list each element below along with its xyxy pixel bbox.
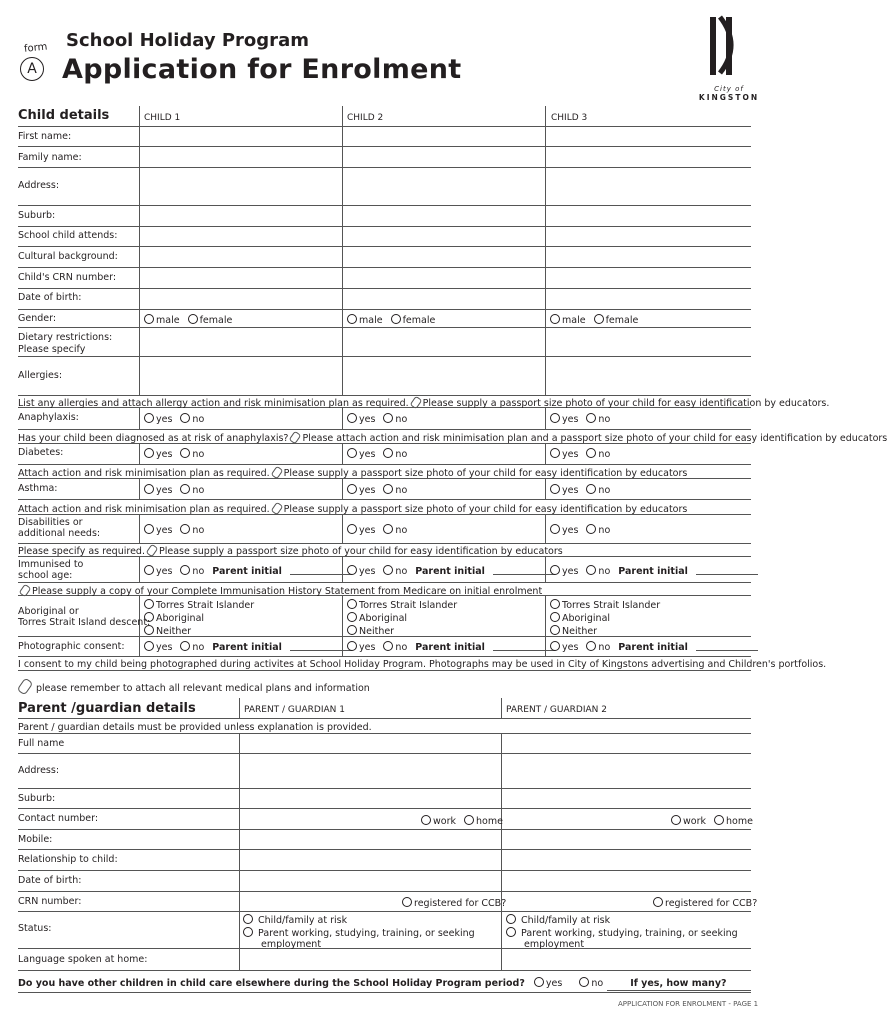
diabetes-options-1: yes no bbox=[144, 448, 204, 460]
aboriginal-options-3: Torres Strait Islander Aboriginal Neither bbox=[550, 599, 660, 638]
child-col-1: CHILD 1 bbox=[144, 113, 181, 123]
ccb-option-1: registered for CCB? bbox=[402, 897, 506, 909]
parent-initial-field[interactable] bbox=[696, 641, 758, 651]
no-radio[interactable] bbox=[586, 565, 596, 575]
status-label: Status: bbox=[18, 923, 52, 934]
diabetes-label: Diabetes: bbox=[18, 447, 64, 458]
aboriginal-radio[interactable] bbox=[144, 612, 154, 622]
female-radio[interactable] bbox=[188, 314, 198, 324]
immunised-options-3: yes no Parent initial bbox=[550, 565, 758, 577]
cultural-label: Cultural background: bbox=[18, 251, 118, 262]
yes-radio[interactable] bbox=[144, 448, 154, 458]
photo-consent-options-2: yes no Parent initial bbox=[347, 641, 555, 653]
disabilities-note bbox=[18, 545, 563, 557]
female-radio[interactable] bbox=[594, 314, 604, 324]
paperclip-icon bbox=[270, 466, 283, 480]
no-radio[interactable] bbox=[586, 484, 596, 494]
male-radio[interactable] bbox=[550, 314, 560, 324]
no-radio[interactable] bbox=[586, 524, 596, 534]
form-letter: A bbox=[27, 61, 37, 77]
anaphylaxis-note-a: Has your child been diagnosed as at risk of anaphylaxis? bbox=[18, 433, 289, 444]
paperclip-icon bbox=[19, 584, 32, 598]
no-radio[interactable] bbox=[586, 641, 596, 651]
working-radio[interactable] bbox=[506, 927, 516, 937]
parent-initial-field[interactable] bbox=[696, 565, 758, 575]
anaphylaxis-options-2: yes no bbox=[347, 413, 407, 425]
dietary-sub-label: Please specify bbox=[18, 344, 86, 355]
work-radio[interactable] bbox=[671, 815, 681, 825]
yes-radio[interactable] bbox=[144, 413, 154, 423]
parent-col-1: PARENT / GUARDIAN 1 bbox=[244, 705, 345, 715]
contact-options-1: work home bbox=[421, 815, 503, 827]
form-letter-badge bbox=[20, 57, 44, 81]
no-radio[interactable] bbox=[180, 524, 190, 534]
disabilities-options-2: yes no bbox=[347, 524, 407, 536]
parent-initial-label: Parent initial bbox=[618, 566, 688, 577]
yes-radio[interactable] bbox=[347, 484, 357, 494]
ccb-radio[interactable] bbox=[653, 897, 663, 907]
no-radio[interactable] bbox=[383, 484, 393, 494]
program-title: School Holiday Program bbox=[66, 30, 309, 51]
dob-label: Date of birth: bbox=[18, 292, 82, 303]
diabetes-note bbox=[18, 467, 687, 479]
parent-dob-label: Date of birth: bbox=[18, 875, 82, 886]
mobile-label: Mobile: bbox=[18, 834, 53, 845]
gender-options-3: male female bbox=[550, 314, 638, 326]
parent-crn-label: CRN number: bbox=[18, 896, 82, 907]
allergies-note bbox=[18, 397, 829, 409]
parent-initial-field[interactable] bbox=[493, 565, 555, 575]
yes-radio[interactable] bbox=[550, 565, 560, 575]
disabilities-photo-note: Please supply a passport size photo of your child for easy identification by educators bbox=[158, 546, 563, 557]
yes-radio[interactable] bbox=[144, 641, 154, 651]
form-label bbox=[20, 42, 60, 53]
parent-address-label: Address: bbox=[18, 765, 60, 776]
parent-initial-field[interactable] bbox=[493, 641, 555, 651]
no-radio[interactable] bbox=[383, 641, 393, 651]
language-label: Language spoken at home: bbox=[18, 954, 148, 965]
anaphylaxis-label: Anaphylaxis: bbox=[18, 412, 79, 423]
asthma-note bbox=[18, 503, 687, 515]
anaphylaxis-options-1: yes no bbox=[144, 413, 204, 425]
yes-radio[interactable] bbox=[550, 448, 560, 458]
allergies-note-text: List any allergies and attach allergy action and risk minimisation plan as required. bbox=[18, 398, 409, 409]
parent-initial-label: Parent initial bbox=[212, 566, 282, 577]
asthma-label: Asthma: bbox=[18, 483, 58, 494]
no-radio[interactable] bbox=[180, 641, 190, 651]
parent-initial-label: Parent initial bbox=[415, 566, 485, 577]
immunised-note bbox=[18, 585, 542, 597]
working-radio[interactable] bbox=[243, 927, 253, 937]
contact-label: Contact number: bbox=[18, 813, 99, 824]
neither-radio[interactable] bbox=[550, 625, 560, 635]
male-radio[interactable] bbox=[144, 314, 154, 324]
photographic-label: Photographic consent: bbox=[18, 641, 125, 652]
diabetes-photo-note: Please supply a passport size photo of your child for easy identification by educators bbox=[283, 468, 688, 479]
disabilities-label-1: Disabilities or bbox=[18, 517, 83, 528]
asthma-options-3: yes no bbox=[550, 484, 610, 496]
immunised-label-2: school age: bbox=[18, 570, 73, 581]
no-radio[interactable] bbox=[383, 524, 393, 534]
suburb-label: Suburb: bbox=[18, 210, 56, 221]
disabilities-options-3: yes no bbox=[550, 524, 610, 536]
male-radio[interactable] bbox=[347, 314, 357, 324]
aboriginal-label-2: Torres Strait Island descent: bbox=[18, 617, 151, 628]
asthma-options-1: yes no bbox=[144, 484, 204, 496]
at-risk-radio[interactable] bbox=[506, 914, 516, 924]
female-radio[interactable] bbox=[391, 314, 401, 324]
no-radio[interactable] bbox=[180, 484, 190, 494]
tsi-radio[interactable] bbox=[144, 599, 154, 609]
asthma-photo-note: Please supply a passport size photo of your child for easy identification by educators bbox=[283, 504, 688, 515]
no-radio[interactable] bbox=[383, 448, 393, 458]
photo-note-text: Please supply a passport size photo of your child for easy identification by educators. bbox=[422, 398, 830, 409]
school-label: School child attends: bbox=[18, 230, 118, 241]
logo-kingston: KINGSTON bbox=[698, 93, 760, 102]
at-risk-radio[interactable] bbox=[243, 914, 253, 924]
how-many-label: If yes, how many? bbox=[630, 978, 727, 989]
no-radio[interactable] bbox=[180, 565, 190, 575]
home-radio[interactable] bbox=[714, 815, 724, 825]
form-word: form bbox=[23, 41, 48, 55]
paperclip-icon bbox=[409, 396, 422, 410]
no-radio[interactable] bbox=[586, 413, 596, 423]
gender-options-2: male female bbox=[347, 314, 435, 326]
parent-initial-field[interactable] bbox=[290, 641, 352, 651]
yes-radio[interactable] bbox=[144, 484, 154, 494]
neither-radio[interactable] bbox=[347, 625, 357, 635]
photo-consent-options-1: yes no Parent initial bbox=[144, 641, 352, 653]
parent-initial-label: Parent initial bbox=[212, 642, 282, 653]
yes-radio[interactable] bbox=[550, 413, 560, 423]
dietary-label: Dietary restrictions: bbox=[18, 332, 113, 343]
paperclip-icon bbox=[146, 544, 159, 558]
yes-radio[interactable] bbox=[347, 524, 357, 534]
ccb-option-2: registered for CCB? bbox=[653, 897, 757, 909]
anaphylaxis-note bbox=[18, 432, 887, 444]
crn-label: Child's CRN number: bbox=[18, 272, 117, 283]
diabetes-note-a: Attach action and risk minimisation plan as required. bbox=[18, 468, 270, 479]
gender-label: Gender: bbox=[18, 313, 57, 324]
anaphylaxis-options-3: yes no bbox=[550, 413, 610, 425]
home-radio[interactable] bbox=[464, 815, 474, 825]
yes-radio[interactable] bbox=[347, 448, 357, 458]
child-col-3: CHILD 3 bbox=[551, 113, 588, 123]
asthma-options-2: yes no bbox=[347, 484, 407, 496]
paperclip-icon bbox=[289, 431, 302, 445]
diabetes-options-3: yes no bbox=[550, 448, 610, 460]
tsi-radio[interactable] bbox=[550, 599, 560, 609]
remember-note bbox=[18, 679, 370, 694]
yes-radio[interactable] bbox=[144, 524, 154, 534]
aboriginal-options-2: Torres Strait Islander Aboriginal Neither bbox=[347, 599, 457, 638]
kingston-logo bbox=[690, 15, 760, 105]
aboriginal-label-1: Aboriginal or bbox=[18, 606, 79, 617]
aboriginal-options-1: Torres Strait Islander Aboriginal Neither bbox=[144, 599, 254, 638]
yes-radio[interactable] bbox=[347, 413, 357, 423]
disabilities-options-1: yes no bbox=[144, 524, 204, 536]
parent-suburb-label: Suburb: bbox=[18, 793, 56, 804]
diabetes-options-2: yes no bbox=[347, 448, 407, 460]
family-name-label: Family name: bbox=[18, 152, 82, 163]
yes-radio[interactable] bbox=[347, 641, 357, 651]
relationship-label: Relationship to child: bbox=[18, 854, 118, 865]
no-radio[interactable] bbox=[383, 413, 393, 423]
parent-col-2: PARENT / GUARDIAN 2 bbox=[506, 705, 607, 715]
parent-section-title: Parent /guardian details bbox=[18, 701, 196, 716]
immunised-label-1: Immunised to bbox=[18, 559, 84, 570]
no-radio[interactable] bbox=[586, 448, 596, 458]
disabilities-note-a: Please specify as required. bbox=[18, 546, 145, 557]
how-many-field[interactable] bbox=[607, 990, 751, 991]
aboriginal-radio[interactable] bbox=[550, 612, 560, 622]
first-name-label: First name: bbox=[18, 131, 72, 142]
child-col-2: CHILD 2 bbox=[347, 113, 384, 123]
gender-options-1: male female bbox=[144, 314, 232, 326]
parent-initial-label: Parent initial bbox=[618, 642, 688, 653]
tsi-radio[interactable] bbox=[347, 599, 357, 609]
anaphylaxis-note-b: Please attach action and risk minimisation plan and a passport size photo of your child for easy identification by educators bbox=[302, 433, 887, 444]
paperclip-icon bbox=[270, 502, 283, 516]
contact-options-2: work home bbox=[671, 815, 753, 827]
consent-note: I consent to my child being photographed during activites at School Holiday Program. Photographs may be used in City of Kingstons advertising and Children's portfolios. bbox=[18, 659, 827, 670]
asthma-note-a: Attach action and risk minimisation plan as required. bbox=[18, 504, 270, 515]
immunised-options-1: yes no Parent initial bbox=[144, 565, 352, 577]
no-radio[interactable] bbox=[180, 413, 190, 423]
work-radio[interactable] bbox=[421, 815, 431, 825]
remember-text: please remember to attach all relevant medical plans and information bbox=[36, 683, 370, 694]
yes-radio[interactable] bbox=[550, 484, 560, 494]
kingston-logo-icon bbox=[690, 15, 760, 77]
immunised-note-text: Please supply a copy of your Complete Immunisation History Statement from Medicare on initial enrolment bbox=[32, 586, 543, 597]
no-radio[interactable] bbox=[180, 448, 190, 458]
other-children-text: Do you have other children in child care elsewhere during the School Holiday Program period? bbox=[18, 978, 525, 989]
full-name-label: Full name bbox=[18, 738, 65, 749]
neither-radio[interactable] bbox=[144, 625, 154, 635]
page-title: Application for Enrolment bbox=[62, 54, 462, 85]
yes-radio[interactable] bbox=[347, 565, 357, 575]
status-options-2: Child/family at risk Parent working, studying, training, or seeking employment bbox=[506, 914, 738, 951]
yes-radio[interactable] bbox=[534, 977, 544, 987]
allergies-label: Allergies: bbox=[18, 370, 63, 381]
parent-initial-label: Parent initial bbox=[415, 642, 485, 653]
yes-radio[interactable] bbox=[550, 641, 560, 651]
no-radio[interactable] bbox=[579, 977, 589, 987]
no-radio[interactable] bbox=[383, 565, 393, 575]
page-footer: APPLICATION FOR ENROLMENT - PAGE 1 bbox=[618, 1000, 759, 1008]
status-options-1: Child/family at risk Parent working, studying, training, or seeking employment bbox=[243, 914, 475, 951]
parent-initial-field[interactable] bbox=[290, 565, 352, 575]
immunised-options-2: yes no Parent initial bbox=[347, 565, 555, 577]
parent-note: Parent / guardian details must be provided unless explanation is provided. bbox=[18, 722, 372, 733]
logo-city-of: City of bbox=[714, 85, 744, 93]
child-section-title: Child details bbox=[18, 108, 110, 123]
yes-radio[interactable] bbox=[144, 565, 154, 575]
photo-consent-options-3: yes no Parent initial bbox=[550, 641, 758, 653]
yes-radio[interactable] bbox=[550, 524, 560, 534]
paperclip-large-icon bbox=[17, 677, 34, 695]
other-children-question: Do you have other children in child care elsewhere during the School Holiday Program period? yes no If yes, how many? bbox=[18, 978, 727, 989]
address-label: Address: bbox=[18, 180, 60, 191]
aboriginal-radio[interactable] bbox=[347, 612, 357, 622]
disabilities-label-2: additional needs: bbox=[18, 528, 101, 539]
ccb-radio[interactable] bbox=[402, 897, 412, 907]
